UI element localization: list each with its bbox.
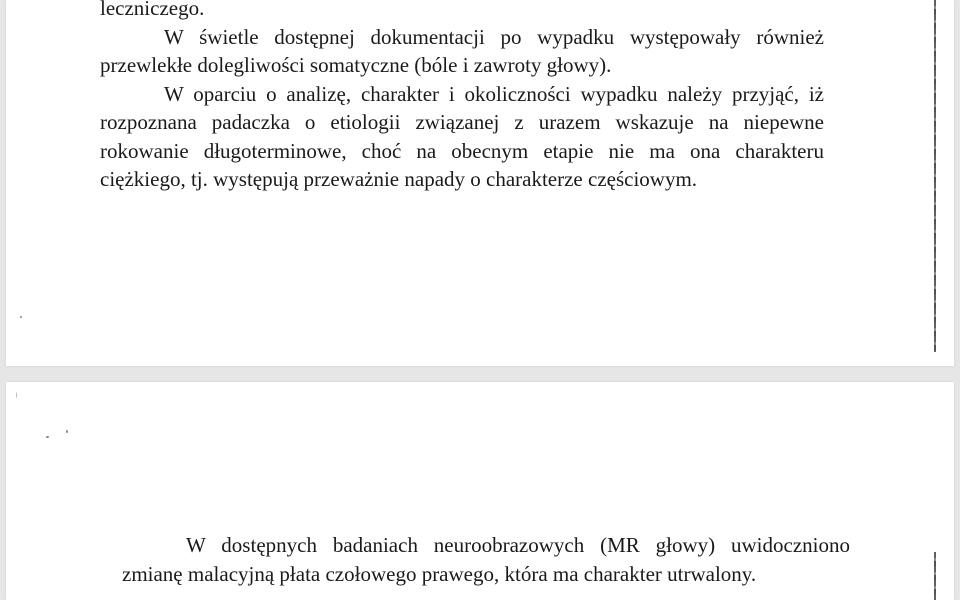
scan-edge-line <box>934 552 936 600</box>
scan-speck <box>20 316 22 318</box>
top-page-text <box>100 0 824 194</box>
scan-speck <box>46 436 49 438</box>
paragraph-neuroimaging: W dostępnych badaniach neuroobrazowych (MR głowy) uwidoczniono zmianę malacyjną płata czołowego prawego, która ma charakter utrwalony. <box>122 533 850 586</box>
bottom-page-text <box>122 531 850 588</box>
scan-speck <box>16 392 17 398</box>
paragraph-somatic: W świetle dostępnej dokumentacji po wypadku występowały również przewlekłe dolegliwości somatyczne (bóle i zawroty głowy). <box>100 24 824 77</box>
scan-speck <box>66 430 68 433</box>
paragraph-prognosis: W oparciu o analizę, charakter i okoliczności wypadku należy przyjąć, iż rozpoznana padaczka o etiologii związanej z urazem wskazuje na niepewne rokowanie długoterminowe, choć na obecnym etapie nie ma ona charakteru ciężkiego, tj. występują przeważnie napady o charakterze częściowym. <box>100 81 824 191</box>
continuation-line: leczniczego. <box>100 0 205 20</box>
scan-edge-line <box>934 0 936 352</box>
